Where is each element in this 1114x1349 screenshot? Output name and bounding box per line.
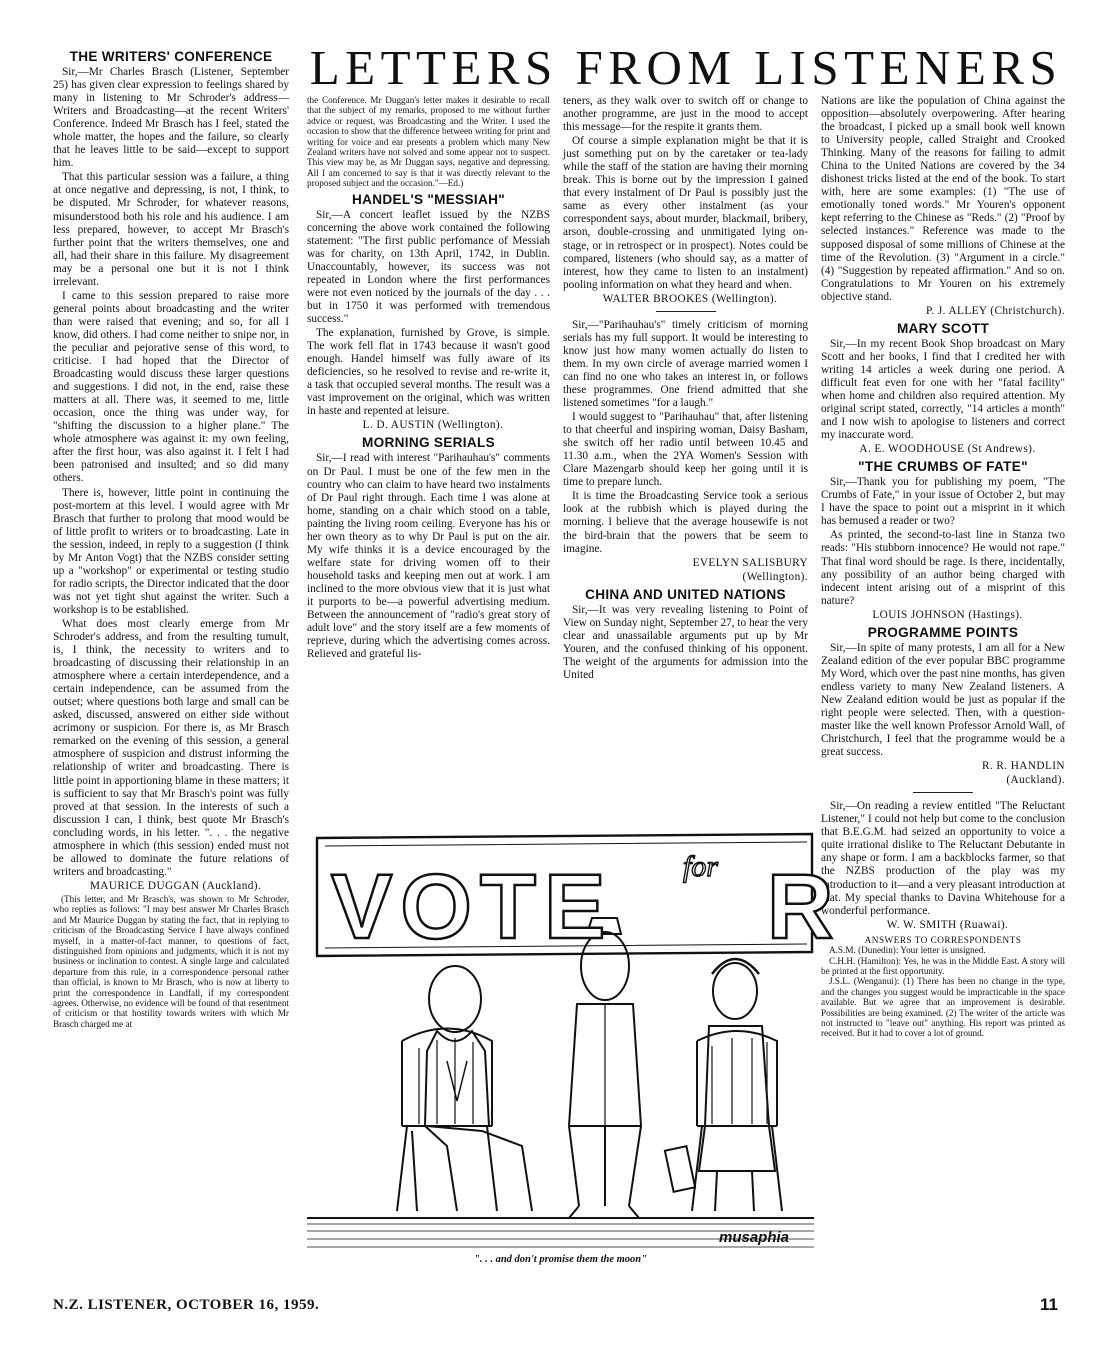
artist-signature: musaphia — [719, 1229, 790, 1246]
signature: P. J. ALLEY (Christchurch). — [925, 304, 1065, 317]
letter-paragraph: There is, however, little point in continuing the post-mortem at this level. I would agree with Mr Brasch that further to prolong that mood would be of little profit to writers or to broadcasting. Late in the session, indeed, in reply to a suggestion (I think by Mr Anton Vogt) that the NZBS consider setting up a "workshop" or experimental or testing studio for radio scripts, the Director indicated that the door was not yet tight shut against the writer. Such a workshop is to be established. — [53, 486, 289, 616]
letter-paragraph: Sir,—Thank you for publishing my poem, "The Crumbs of Fate," in your issue of October 2, but may I have the space to point out a misprint in it which has bemused a reader or two? — [821, 476, 1065, 528]
heading-mary-scott: MARY SCOTT — [896, 320, 990, 336]
answer-item: J.S.L. (Wenganui): (1) There has been no change in the type, and the changes you suggest would be impracticable in the space available. But we agree that an improvement is desirable. Possibilities are being examined. (2) The writer of the article was not instructed to "leave out" anything. His report was printed as received. But it had to cover a lot of ground. — [821, 976, 1065, 1039]
answer-item: C.H.H. (Hamilton): Yes, he was in the Middle East. A story will be printed at the first opportunity. — [821, 955, 1065, 976]
heading-morning-serials: MORNING SERIALS — [362, 435, 495, 451]
heading-programme-points: PROGRAMME POINTS — [867, 624, 1019, 640]
editor-note-continued: the Conference. Mr Duggan's letter makes it desirable to recall that the subject of my remarks, proposed to me without further advice or request, was Broadcasting and the Writer. I used the occasion to show that the difference between writing for print and writing for voice and ear presents a problem which many New Zealand writers have not solved and some appear not to suspect. This view may be, as Mr Duggan says, negative and depressing. All I am concerned to say is that it was directly relevant to the proposed subject and the occasion."—Ed.) — [307, 95, 550, 189]
letter-paragraph: The explanation, furnished by Grove, is simple. The work fell flat in 1743 because it wasn't good enough. Handel himself was fully aware of its deficiencies, so he resolved to revise and re-write it, a task that occupied several months. The result was a vast improvement on the original, which was written in haste and repented at leisure. — [307, 327, 550, 418]
signature: L. D. AUSTIN (Wellington). — [362, 419, 504, 432]
column-3 — [563, 95, 808, 683]
letter-paragraph: It is time the Broadcasting Service took a serious look at the rubbish which is played during the morning. I believe that the average housewife is not the bird-brain that the powers that be seem to imagine. — [563, 490, 808, 555]
column-2 — [307, 95, 550, 662]
letter-paragraph: Nations are like the population of China against the opposition—absolutely overpowering. After hearing the broadcast, I picked up a small book well known to University people, called Straight and Crooked Thinking. Many of the reasons for failing to admit China to the United Nations are covered by the 34 dishonest tricks listed at the end of the book. To start with, here are some examples: (1) "The use of emotionally toned words." Mr Youren's opponent kept referring to the Chinese as "Reds." (2) "Proof by selected instances." Reference was made to the supposed disposal of some millions of Chinese at the time of the Revolution. (3) "Argument in a circle." (4) "Suggestion by repeated affirmation." And so on. Congratulations to Mr Youren on his extremely objective stand. — [821, 95, 1065, 303]
heading-handels-messiah: HANDEL'S "MESSIAH" — [352, 191, 505, 207]
heading-crumbs-of-fate: "THE CRUMBS OF FATE" — [858, 459, 1028, 475]
cartoon-caption: ". . . and don't promise them the moon" — [474, 1254, 647, 1265]
signature: WALTER BROOKES (Wellington). — [602, 292, 778, 305]
column-1 — [53, 46, 289, 1029]
signature-location: (Wellington). — [742, 570, 808, 583]
answer-item: A.S.M. (Dunedin): Your letter is unsigned. — [829, 945, 986, 956]
signature-location: (Auckland). — [1006, 774, 1065, 787]
banner-for-text: for — [683, 850, 719, 883]
letter-paragraph: I would suggest to "Parihauhau" that, after listening to that cheerful and inspiring woman, Daisy Basham, she switch off her radio until between 10.45 and 11.30 a.m., when the 2YA Women's Session with Clare Mazengarb should keep her going until it is time to prepare lunch. — [563, 411, 808, 489]
signature: A. E. WOODHOUSE (St Andrews). — [859, 443, 1036, 456]
letter-paragraph: Sir,—On reading a review entitled "The Reluctant Listener," I could not help but come to the conclusion that B.E.G.M. had seized an opportunity to voice a quite irrational dislike to The Reluctant Debutante in any shape or form. I am a backblocks farmer, so that the NZBS production of the play was my introduction to it—and a very pleasant introduction at that. My special thanks to Davina Whitehouse for a wonderful performance. — [821, 800, 1065, 917]
signature: W. W. SMITH (Ruawai). — [886, 918, 1009, 931]
letter-paragraph: As printed, the second-to-last line in Stanza two reads: "His stubborn innocence? He would not rape." That final word should be rage. Is there, incidentally, any possibility of an author being charged with indecent intent arising out of a misprint of this nature? — [821, 529, 1065, 607]
masthead-title: LETTERS FROM LISTENERS — [309, 40, 1063, 95]
divider-rule — [913, 792, 973, 793]
publication-date-footer: N.Z. LISTENER, OCTOBER 16, 1959. — [53, 1297, 320, 1313]
signature: LOUIS JOHNSON (Hastings). — [872, 608, 1023, 621]
cartoon-illustration — [307, 826, 834, 1252]
letter-paragraph: teners, as they walk over to switch off or change to another programme, are just in the mood to accept this message—for the respite it grants them. — [563, 95, 808, 134]
answers-heading: ANSWERS TO CORRESPONDENTS — [864, 934, 1022, 945]
page-number: 11 — [1040, 1295, 1058, 1314]
letter-paragraph: Sir,—In my recent Book Shop broadcast on Mary Scott and her books, I find that I credited her with writing 14 articles a week during one period. A difficult feat even for one with her "fatal facility" when home and children also required attention. My original script stated, correctly, "14 articles a month" and I now wish to apologise to listeners and correct my inaccurate word. — [821, 337, 1065, 442]
letter-paragraph: I came to this session prepared to raise more general points about broadcasting and the writer than were raised that evening; and so, for all I know, did others. I had come neither to snipe nor, in the peculiar and pejorative sense of this word, to criticise. I had hoped that the Director of Broadcasting would discuss these larger questions and suggestions. I did not, in the end, raise these matters at all. There was, it seemed to me, little occasion, once the thing was under way, for "shifting the discussion to a higher plane." The whole atmosphere was against it: my own feeling, after the first hour, was also against it. I felt I had been patronised and insulted; and so did many others. — [53, 289, 289, 485]
signature: R. R. HANDLIN — [981, 760, 1065, 773]
heading-writers-conference: THE WRITERS' CONFERENCE — [69, 49, 273, 64]
letter-paragraph: Of course a simple explanation might be that it is just something put on by the caretaker or tea-lady while the staff of the station are having their morning break. This is borne out by the impression I gained that every instalment of Dr Paul is possibly just the same as every other instalment (as your correspondent says, about murder, blackmail, bribery, arson, double-crossing and unmitigated lying on-stage, or in retrospect or in prospect). Notes could be compared, listeners (who should say, as a matter of interest, how they came to listen to an instalment) pooling information on what they heard and when. — [563, 135, 808, 291]
letter-paragraph: Sir,—It was very revealing listening to Point of View on Sunday night, September 27, to hear the very clear and unassailable arguments put up by Mr Youren, and the confused thinking of his opponent. The weight of the arguments for admission into the United — [563, 603, 808, 681]
banner-vote-text: VOTE — [331, 856, 614, 958]
signature: EVELYN SALISBURY — [692, 556, 808, 569]
letter-paragraph: That this particular session was a failure, a thing at once negative and depressing, is not, I think, to be disputed. Mr Schroder, for whatever reasons, misunderstood both his role and his audience. I am less prepared, however, to accept Mr Brasch's further point that the writers themselves, one and all, had their share in this failure. My disagreement may be a personal one but it is not I think irrelevant. — [53, 171, 289, 288]
banner-r-text: R — [767, 856, 834, 958]
letter-paragraph: Sir,—A concert leaflet issued by the NZBS concerning the above work contained the following statement: "The first public perfomance of Messiah was for charity, on 13th April, 1742, in Dublin. Unaccountably, however, its success was not repeated in London where the first performances were not even noticed by the journals of the day . . . but in 1750 it was performed with tremendous success." — [307, 208, 550, 326]
letter-paragraph: Sir,—Mr Charles Brasch (Listener, September 25) has given clear expression to feelings shared by many in listening to Mr Schroder's address—Writers and Broadcasting—at the recent Writers' Conference. Indeed Mr Brasch has I feel, stated the whole matter, the hopes and the failure, so clearly that he leaves little to be said—except to support him. — [53, 66, 289, 170]
letter-paragraph: Sir,—I read with interest "Parihauhau's" comments on Dr Paul. I must be one of the few men in the country who can claim to have heard two instalments of Dr Paul right through. Each time I was alone at home, standing on a chair which stood on a table, painting the living room ceiling. Everyone has his or her own theory as to why Dr Paul is put on the air. My wife thinks it is a device encouraged by the welfare state for driving women off to their household tasks and keeping men out at work. I am inclined to the more obvious view that it is just what it purports to be—a powerful advertising medium. Between the announcement of "radio's great story of adult love" and the story itself are a few moments of reprieve, during which the advertising comes across. Relieved and grateful lis- — [307, 452, 550, 661]
editor-note: (This letter, and Mr Brasch's, was shown to Mr Schroder, who replies as follows: "I may best answer Mr Charles Brasch and Mr Maurice Duggan by stating the fact, that in replying to criticism of the Broadcasting Service I have always confined myself, in a matter-of-fact manner, to questions of fact, distinguished from opinions and judgments, which it is not my business or inclination to contest. A single large and calculated departure from this rule, in a correspondence personal rather than official, is known to Mr Brasch, who is now at liberty to print the correspondence in Landfall, if my correspondent agrees. Otherwise, no evidence will be found of that resentment of criticism or that hostility towards writers with which Mr Brasch charged me at — [53, 893, 289, 1029]
letter-paragraph: What does most clearly emerge from Mr Schroder's address, and from the resulting tumult, is, I think, the necessity to writers and to broadcasting of discussing their relationship in an atmosphere where a certain interdependence, and a certain independence, can be assumed from the outset; where questions both large and small can be asked, discussed, answered on either side without acrimony or suspicion. For there is, as Mr Brasch remarked on the evening of this session, a general atmosphere of suspicion and distrust informing the relationship of writer and broadcasting. There is little point in apportioning blame in these matters; it is sufficient to say that Mr Brasch's point was fully proved at that session. In the interests of such a discussion I can, I think, best quote Mr Brasch's concluding words, in his letter. ". . . the negative atmosphere in which (this session) ended must not be allowed to dominate the future relations of writers and broadcasting." — [53, 617, 289, 878]
cartoon-drawing — [307, 826, 834, 1252]
signature: MAURICE DUGGAN (Auckland). — [89, 879, 262, 892]
divider-rule — [656, 311, 716, 312]
heading-china-un: CHINA AND UNITED NATIONS — [585, 586, 786, 602]
letter-paragraph: Sir,—In spite of many protests, I am all for a New Zealand edition of the ever popular BBC programme My Word, which over the past nine months, has given endless variety to many New Zealand listeners. A New Zealand edition would be just as popular if the right people were selected. Then, with a question-master like the well known Professor Arnold Wall, of Christchurch, I feel that the programme would be a great success. — [821, 641, 1065, 759]
column-4 — [821, 95, 1065, 1039]
letter-paragraph: Sir,—"Parihauhau's" timely criticism of morning serials has my full support. It would be interesting to know just how many women actually do listen to them. In my own circle of average married women I can find no one who takes an interest in, or follows these programmes. One friend admitted that she listened sometimes "for a laugh." — [563, 318, 808, 410]
